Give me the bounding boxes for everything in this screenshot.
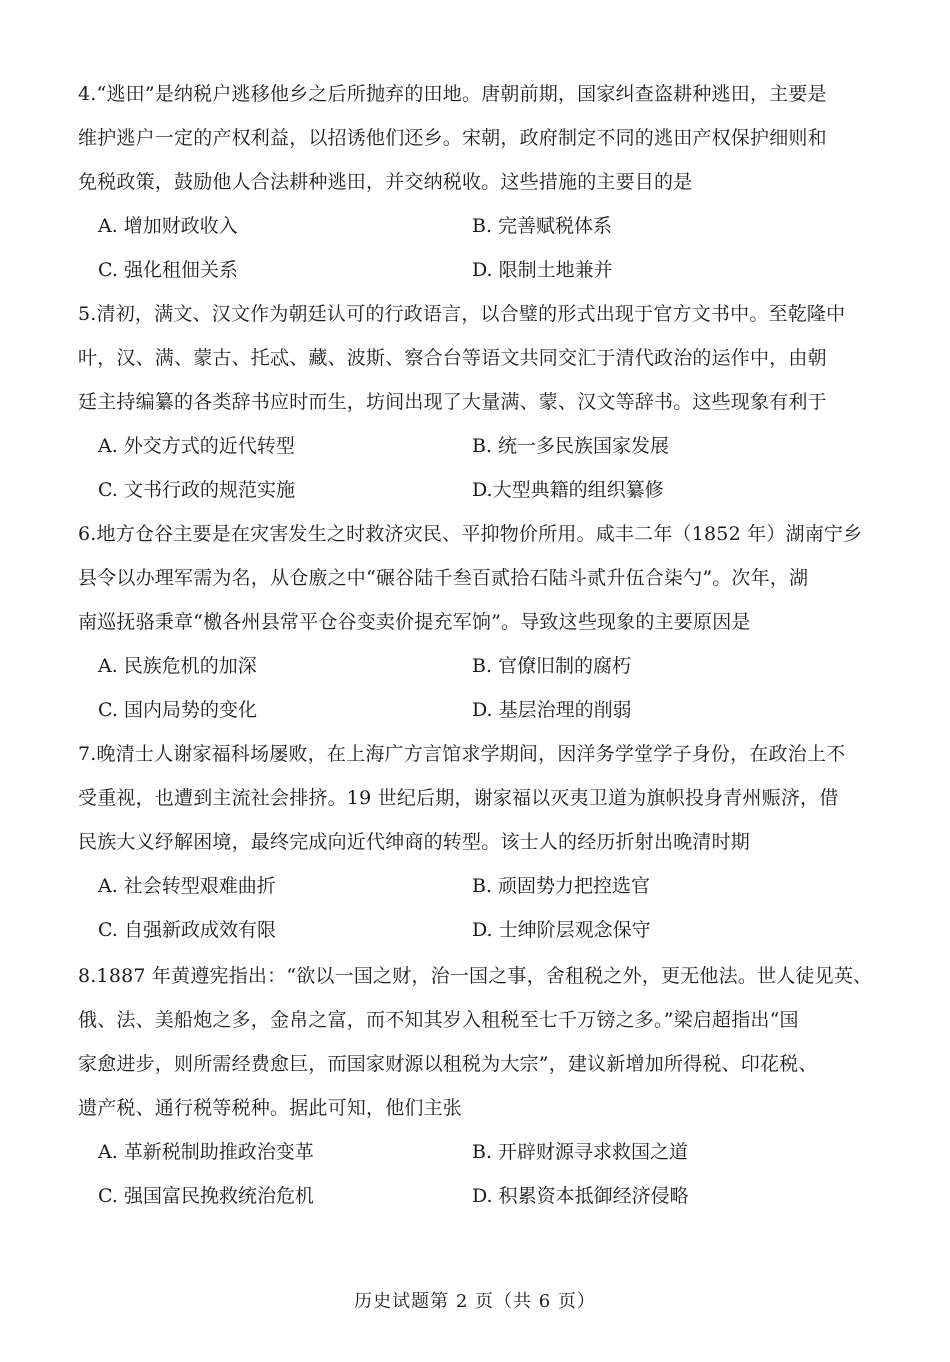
question-stem-line: 南巡抚骆秉章“檄各州县常平仓谷变卖价提充军饷”。导致这些现象的主要原因是	[78, 611, 751, 633]
question-stem-line: 民族大义纾解困境，最终完成向近代绅商的转型。该士人的经历折射出晚清时期	[78, 831, 751, 853]
option-d: D. 限制土地兼并	[472, 259, 613, 281]
question-stem-line: 遗产税、通行税等税种。据此可知，他们主张	[78, 1097, 463, 1119]
question-stem-line: 县令以办理军需为名，从仓廒之中“碾谷陆千叁百贰拾石陆斗贰升伍合柒勺”。次年，湖	[78, 567, 809, 589]
options-group	[78, 644, 878, 732]
question-stem-line: 6.地方仓谷主要是在灾害发生之时救济灾民、平抑物价所用。咸丰二年（1852 年）湖南宁乡	[78, 523, 863, 545]
options-group	[78, 424, 878, 512]
options-group	[78, 204, 878, 292]
option-b: B. 完善赋税体系	[472, 215, 613, 237]
question-8	[78, 954, 878, 1218]
option-a: A. 社会转型艰难曲折	[98, 875, 276, 897]
question-stem-line: 受重视，也遭到主流社会排挤。19 世纪后期，谢家福以灭夷卫道为旗帜投身青州赈济，借	[78, 787, 839, 809]
question-6	[78, 512, 878, 732]
option-a: A. 增加财政收入	[98, 215, 238, 237]
option-a: A. 革新税制助推政治变革	[98, 1141, 314, 1163]
option-d: D. 积累资本抵御经济侵略	[472, 1185, 689, 1207]
option-c: C. 自强新政成效有限	[98, 919, 276, 941]
question-stem-line: 7.晚清士人谢家福科场屡败，在上海广方言馆求学期间，因洋务学堂学子身份，在政治上不	[78, 743, 846, 765]
options-group	[78, 1130, 878, 1218]
question-4	[78, 72, 878, 292]
question-stem-line: 免税政策，鼓励他人合法耕种逃田，并交纳税收。这些措施的主要目的是	[78, 171, 693, 193]
option-c: C. 文书行政的规范实施	[98, 479, 295, 501]
question-7	[78, 732, 878, 952]
question-5	[78, 292, 878, 512]
question-stem-line: 5.清初，满文、汉文作为朝廷认可的行政语言，以合璧的形式出现于官方文书中。至乾隆中	[78, 303, 846, 325]
option-c: C. 国内局势的变化	[98, 699, 257, 721]
question-stem-line: 叶，汉、满、蒙古、托忒、藏、波斯、察合台等语文共同交汇于清代政治的运作中，由朝	[78, 347, 827, 369]
question-stem-line: 8.1887 年黄遵宪指出：“欲以一国之财，治一国之事，舍租税之外，更无他法。世人徒见英、	[78, 965, 873, 987]
option-d: D. 基层治理的削弱	[472, 699, 632, 721]
option-d: D.大型典籍的组织纂修	[472, 479, 664, 501]
options-group	[78, 864, 878, 952]
question-stem-line: 廷主持编纂的各类辞书应时而生，坊间出现了大量满、蒙、汉文等辞书。这些现象有利于	[78, 391, 827, 413]
option-b: B. 顽固势力把控选官	[472, 875, 651, 897]
option-a: A. 外交方式的近代转型	[98, 435, 295, 457]
question-stem-line: 4.“逃田”是纳税户逃移他乡之后所抛弃的田地。唐朝前期，国家纠查盗耕种逃田，主要是	[78, 83, 827, 105]
option-d: D. 士绅阶层观念保守	[472, 919, 651, 941]
page-footer: 历史试题第 2 页（共 6 页）	[354, 1291, 596, 1312]
question-stem-line: 俄、法、美船炮之多，金帛之富，而不知其岁入租税至七千万镑之多。”梁启超指出“国	[78, 1009, 799, 1031]
option-b: B. 统一多民族国家发展	[472, 435, 670, 457]
option-b: B. 官僚旧制的腐朽	[472, 655, 632, 677]
question-stem-line: 家愈进步，则所需经费愈巨，而国家财源以租税为大宗”，建议新增加所得税、印花税、	[78, 1053, 818, 1075]
question-stem-line: 维护逃户一定的产权利益，以招诱他们还乡。宋朝，政府制定不同的逃田产权保护细则和	[78, 127, 827, 149]
option-c: C. 强化租佃关系	[98, 259, 238, 281]
option-a: A. 民族危机的加深	[98, 655, 257, 677]
option-b: B. 开辟财源寻求救国之道	[472, 1141, 689, 1163]
option-c: C. 强国富民挽救统治危机	[98, 1185, 314, 1207]
